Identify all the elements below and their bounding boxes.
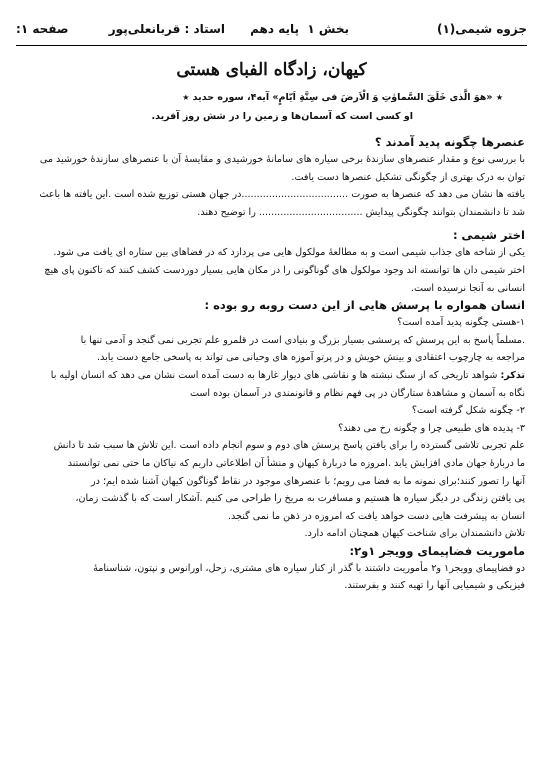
header-section: بخش ۱: [307, 22, 349, 36]
fill-in-line: شد تا دانشمندان بتوانند چگونگی پیدایش .................................. را توضیح دهند.: [197, 206, 525, 218]
section-heading-questions: انسان همواره با پرسش هایی از این دست روبه رو بوده :: [204, 298, 525, 313]
text-line: پی یافتن زندگی در دیگر سیاره ها هستیم و مسافرت به مریخ را طراحی می کنیم .آشکار است که با گذشت زمان،: [75, 493, 525, 505]
header-teacher: استاد : قربانعلی‌پور: [108, 22, 225, 36]
text-line: انسان به پیشرفت هایی دست خواهد یافت که امروزه در ذهن ما نمی گنجد.: [227, 510, 525, 522]
section-heading-astrochemistry: اختر شیمی :: [452, 228, 525, 243]
header-grade: پایه دهم: [250, 22, 299, 36]
document-body: [14, 134, 525, 595]
page-header: [16, 16, 527, 42]
question-2: ۲- چگونه شکل گرفته است؟: [411, 405, 525, 417]
page-title: کیهان، زادگاه الفبای هستی: [176, 60, 367, 80]
text-line: دو فضاپیمای وویجر۱ و۲ مأموریت داشتند با گذر از کنار سیاره های مشتری، زحل، اورانوس و نپتون، شناسنامهٔ: [93, 562, 525, 574]
text-line: انسانی به آنجا نرسیده است.: [410, 282, 525, 294]
note-label: تذکر:: [500, 369, 525, 381]
text-line: اختر شیمی دان ها توانسته اند وجود مولکول های گوناگونی را در مکان هایی بسیار دوردست کشف کنند که تاکنون پای هیچ: [44, 264, 525, 276]
text-line: ما دربارهٔ جهان مادی افزایش یابد .امروزه ما دربارهٔ کیهان و منشأ آن اطلاعاتی داریم که نیاکان ما حتی نمی توانستند: [67, 457, 525, 469]
text-line: با بررسی نوع و مقدار عنصرهای سازندهٔ برخی سیاره های سامانهٔ خورشیدی و مقایسهٔ آن با عنصرهای سازندهٔ خورشید می: [39, 154, 525, 165]
text-line: توان به درک بهتری از چگونگی تشکیل عنصرها دست یافت.: [291, 171, 525, 183]
question-1: ۱-هستی چگونه پدید آمده است؟: [397, 317, 525, 329]
star-icon: ★: [182, 93, 190, 102]
header-divider: [16, 45, 527, 46]
text-line: یکی از شاخه های جذاب شیمی است و به مطالعهٔ مولکول هایی می پردازد که در فضاهای بین ستاره ای یافت می شود.: [53, 247, 525, 259]
note-line: [14, 367, 525, 385]
star-icon: ★: [495, 93, 503, 102]
question-3: ۳- پدیده های طبیعی چرا و چگونه رخ می دهند؟: [338, 422, 525, 434]
section-heading-voyager: ماموریت فضاپیمای وویجر ۱و۲:: [349, 543, 525, 558]
text-line: .مسلماً پاسخ به این پرسش که پرسشی بسیار بزرگ و بنیادی است در قلمرو علم تجربی نمی گنجد و آدمی تنها با: [80, 334, 525, 346]
verse-reference: آیه۴، سوره حدید: [192, 92, 270, 103]
section-heading-elements: عنصرها چگونه پدید آمدند ؟: [374, 135, 525, 149]
verse-arabic: «هوَ الَّذی خَلَقَ السَّماوٰتِ وَ الْاَرضَ فی سِتَّةِ اَیّامٍ»: [272, 92, 493, 103]
text-line: آنها را تصور کنند؛برای نمونه ما به فضا می رویم؛ با عنصرهای موجود در نقاط گوناگون کیهان آشنا شده ایم؛ در: [91, 475, 525, 487]
quran-verse: [40, 92, 503, 103]
text-line: تلاش دانشمندان برای شناخت کیهان همچنان ادامه دارد.: [304, 528, 525, 540]
text-line: مراجعه به چارچوب اعتقادی و بینش خویش و در پرتو آموزه های وحیانی می تواند به پاسخی جامع دست یابد.: [97, 352, 525, 364]
fill-in-line: یافته ها نشان می دهد که عنصرها به صورت ...................................در جهان هستی توزیع شده است .این یافته ها باعث: [39, 189, 525, 201]
header-page-number: صفحه ۱:: [16, 22, 69, 36]
text-line: علم تجربی تلاشی گسترده را برای یافتن پاسخ پرسش های دوم و سوم انجام داده است .این تلاش ها سبب شد تا دانش: [53, 440, 525, 452]
text-line: فیزیکی و شیمیایی آنها را تهیه کنند و بفرستند.: [344, 580, 525, 592]
header-document-name: جزوه شیمی(۱): [436, 22, 527, 36]
text-line: نگاه به آسمان و مشاهدهٔ ستارگان در پی فهم نظام و قانونمندی در آسمان بوده است: [189, 387, 525, 399]
note-text: شواهد تاریخی که از سنگ نبشته ها و نقاشی های دیوار غارها به دست آمده است نشان می دهد که انسان اولیه با: [50, 369, 501, 381]
verse-translation: او کسی است که آسمان‌ها و زمین را در شش روز آفرید.: [151, 111, 413, 122]
